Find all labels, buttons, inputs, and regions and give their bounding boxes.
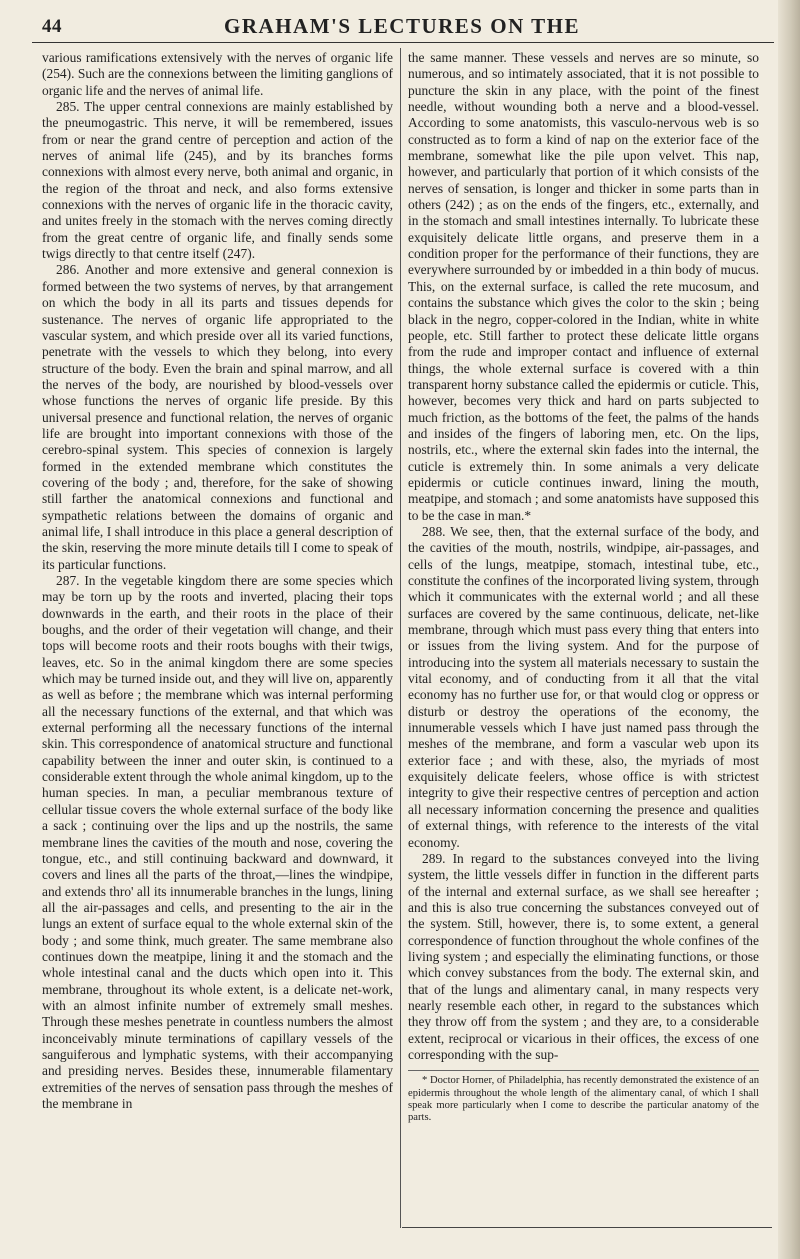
paragraph-285: 285. The upper central connexions are mainly established by the pneumogastric. This nerve, it will be remembered, issues from or near the grand centre of perception and action of the nerves of animal life (245), and by its branches forms connexions with almost every nerve, both animal and organic, in the region of the throat and neck, and also forms extensive connexions with the nerves of organic life in the thoracic cavity, and unites freely in the stomach with the nerves coming directly from the great centre of organic life, and finally sends some twigs directly to that centre itself (247). xyxy=(42,99,393,262)
page-header xyxy=(32,8,772,44)
running-head: GRAHAM'S LECTURES ON THE xyxy=(224,14,580,38)
column-divider xyxy=(400,48,401,1228)
bottom-rule xyxy=(402,1227,772,1228)
left-column xyxy=(42,50,393,1210)
header-rule xyxy=(32,42,774,43)
paragraph-287: 287. In the vegetable kingdom there are some species which may be torn up by the roots and inverted, placing their tops downwards in the earth, and their roots in the place of their boughs, and the order of their vegetation will change, and their tops will become roots and their roots boughs with their twigs, leaves, etc. So in the animal kingdom there are some species which may be turned inside out, and they will live on, apparently as well as before ; the membrane which was internal performing all the necessary functions of the external, and that which was external performing all the necessary functions of the internal skin. This correspondence of anatomical structure and functional capability between the inner and outer skin, is continued to a considerable extent through the whole animal kingdom, up to the human species. In man, a peculiar membranous texture of cellular tissue covers the whole external surface of the body like a sack ; continuing over the lips and up the nostrils, the same membrane lines the cavities of the mouth and nose, covering the tongue, etc., and still continuing backward and downward, it covers and lines all the parts of the throat,—lines the windpipe, and extends thro' all its innumerable branches in the lungs, lining all the air-passages and cells, and presenting to the air in the lungs an extent of surface equal to the whole external skin of the body ; and some think, much greater. The same membrane also continues down the meatpipe, lining it and the stomach and the whole intestinal canal and the ducts which open into it. This membrane, throughout its whole extent, is a delicate net-work, with an almost infinite number of extremely small meshes. Through these meshes penetrate in countless numbers the almost inconceivably minute terminations of capillary vessels of the sanguiferous and lymphatic systems, with their accompanying and presiding nerves. Besides these, innumerable filamentary extremities of the nerves of sensation pass through the meshes of the membrane in xyxy=(42,573,393,1111)
paragraph-289: 289. In regard to the substances conveyed into the living system, the little vessels differ in function in the different parts of the internal and external surface, as we shall see hereafter ; and this is also true concerning the substances conveyed out of the system. Still, however, there is, to some extent, a general correspondence of function throughout the whole confines of the living system ; and especially the eliminating functions, or those which convey substances from the body. The external skin, and that of the lungs and alimentary canal, in many respects very nearly resemble each other, in regard to the substances which they throw off from the system ; and they are, to a considerable extent, reciprocal or vicarious in their offices, the excess of one corresponding with the sup- xyxy=(408,850,759,1062)
footnote-rule xyxy=(408,1070,759,1071)
paragraph-288: 288. We see, then, that the external surface of the body, and the cavities of the mouth, nostrils, windpipe, air-passages, and cells of the lungs, meatpipe, stomach, intestinal tube, etc., constitute the confines of the incorporated living system, through which it communicates with the external world ; and all these surfaces are covered by the same continuous, delicate, net-like membrane, through which must pass every thing that enters into or issues from the living system. And for the purpose of introducing into the system all materials necessary to sustain the vital economy, and of conducting from it all that the vital economy has no further use for, or that would clog or oppress or disturb or destroy the operations of the economy, the innumerable vessels which I have just named pass through the meshes of the membrane, and form a vascular web upon its exterior face ; and with these, also, the myriads of most exquisitely delicate feelers, whose office is with strictest integrity to give their respective centres of perception and action all necessary information concerning the presence and qualities of external things, with reference to the interests of the vital economy. xyxy=(408,523,759,850)
paragraph-286: 286. Another and more extensive and general connexion is formed between the two systems of nerves, by that arrangement on which the body in all its parts and tissues depends for sustenance. The nerves of organic life appropriated to the vascular system, and which preside over all its varied functions, penetrate with the vessels to which they belong, into every structure of the body. Even the brain and spinal marrow, and all the nerves of the body, are nourished by blood-vessels over whose functions the nerves of organic life preside. By this universal presence and functional relation, the nerves of organic life are brought into important connexions with those of the cerebro-spinal system. This species of connexion is largely formed in the extended membrane which constitutes the covering of the body ; and, therefore, for the sake of showing still farther the anatomical connexions and functional and sympathetic relations between the domains of organic and animal life, I shall introduce in this place a general description of the skin, reserving the more minute details till I come to speak of its particular functions. xyxy=(42,262,393,572)
right-column xyxy=(408,50,759,1210)
paragraph: various ramifications extensively with the nerves of organic life (254). Such are the connexions between the limiting ganglions of organic life and the nerves of animal life. xyxy=(42,50,393,98)
footnote: * Doctor Horner, of Philadelphia, has recently demonstrated the existence of an epidermis throughout the whole length of the alimentary canal, of which I shall speak more particularly when I come to describe the particular anatomy of the parts. xyxy=(408,1075,759,1124)
paragraph: the same manner. These vessels and nerves are so minute, so numerous, and so intimately associated, that it is not possible to puncture the skin in any place, with the point of the finest needle, without wounding both a nerve and a blood-vessel. According to some anatomists, this vasculo-nervous web is so constructed as to form a kind of nap on the exterior face of the membrane, somewhat like the pile upon velvet. This nap, however, and particularly that portion of it which consists of the nerves of sensation, is longer and thicker in some parts than in others (242) ; as on the ends of the fingers, etc., externally, and in the stomach and small intestines internally. To lubricate these exquisitely delicate little organs, and preserve them in a condition proper for the performance of their functions, they are everywhere surrounded by or imbedded in a thin body of mucus. This, on the external surface, is called the rete mucosum, and contains the substance which gives the color to the skin ; being black in the negro, copper-colored in the Indian, white in white people, etc. Still farther to protect these delicate little organs from the rude and improper contact and influence of external things, the whole external surface is covered with a thin transparent horny substance called the epidermis or cuticle. This, however, becomes very thick and hard on parts subjected to much friction, as the bottoms of the feet, the palms of the hands and insides of the fingers of laboring men, etc. On the lips, nostrils, etc., where the external skin fades into the internal, the cuticle is extremely thin. In some animals a very delicate epidermis or cuticle continues inward, lining the mouth, meatpipe, and stomach ; and some anatomists have supposed this to be the case in man.* xyxy=(408,50,759,523)
page-edge xyxy=(778,0,800,1259)
page-number: 44 xyxy=(42,16,62,37)
